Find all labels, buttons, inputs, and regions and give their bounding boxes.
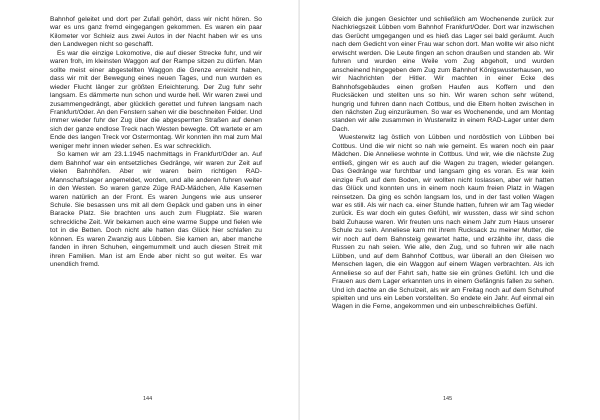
- right-page-text: [332, 16, 554, 312]
- paragraph: Wuesterwitz lag östlich von Lübben und nordöstlich von Lübben bei Cottbus. Und die wir nicht so nah wie gemeint. Es waren noch ein paar Mädchen. Die Anneliese wohnte in Cottbus. Und wir, wie die nächste Zug entließ, gingen wir es auch auf die Wagen zu tragen, wieder gelangen. Das Gedränge war furchtbar und langsam ging es voran. Es war kein einzige Fuß auf dem Boden, wir wollten nicht loslassen, aber wir hatten das Glück und konnten uns in einem noch kaum freien Platz in Wagen reinsetzen. Da ging es schön langsam los, und in der fast vollen Wagen war es still. Als wir nach ca. einer Stunde hatten, fuhren wir am Tag wieder zurück. Es war doch ein gutes Gefühl, wir wussten, dass wir sind schon bald Zuhause waren. Wir freuten uns nach einem Jahr zum Haus unserer Schule zu sein. Anneliese kam mit ihrem Rucksack zu meiner Mutter, die wir noch auf dem Bahnsteig gewartet hatte, und erzählte ihr, dass die Russen zu nah seien. Wie alle, den Zug, und so fuhren wir alle nach Lübben, und auf dem Bahnhof Cottbus, war überall an den Gleisen wo Menschen lagen, die ein Waggon auf einem Wagen verbrachten. Als ich Anneliese so auf der Fahrt sah, hatte sie ein grünes Gefühl. Ich und die Frauen aus dem Lager erkannten uns in einem Gefängnis fallen zu sehen. Und ich dachte an die Schulzeit, als wir am Freitag noch auf dem Schulhof spielten und uns ein Leben vorstellten. So endete ein Jahr. Auf einmal ein Wagen in die Ferne, angekommen und ein unbeschreibliches Gefühl.: [332, 134, 554, 311]
- paragraph: Gleich die jungen Gesichter und schließlich am Wochenende zurück zur Nachkriegszeit Lübben vom Bahnhof Frankfurt/Oder. Dort war inzwischen das Gerücht umgegangen und es hieß das Lager sei bald geräumt. Auch nach dem Gedicht von einer Frau war schon dort. Man wollte wir also nicht erwischt werden. Die Leute fingen an schon draußen und standen ab. Wir fuhren und wurden eine Weile vom Zug abgeholt, und wurden anscheinend hingegeben dem Zug zum Bahnhof Königswusterhausen, wo wir Nachrichten der Hitler. Wir machten in einer Ecke des Bahnhofsgebäudes einen großen Haufen aus Koffern und den Rucksäcken und stellten uns so hin. Wir waren schon sehr wütend, hungrig und fuhren dann nach Cottbus, und die Eltern holten zwischen in den nächsten Zug einzuräumen. So war es Wochenende, und am Montag standen wir alle zusammen in Wusterwitz in einem RAD-Lager unter dem Dach.: [332, 16, 554, 133]
- right-page: [300, 0, 600, 420]
- page-number: 144: [143, 396, 153, 402]
- page-number: 145: [443, 396, 453, 402]
- paragraph: So kamen wir am 23.1.1945 nachmittags in Frankfurt/Oder an. Auf dem Bahnhof war ein entsetzliches Gedränge, wir waren zur Zeit auf vielen Bahnhöfen. Aber wir waren beim richtigen RAD-Mannschaftslager angemeldet, worden, und alle anderen fuhren weiter in den Westen. So waren ganze Züge RAD-Mädchen, Alle Kasernen waren natürlich an der Front. Es waren Jungens wie aus unserer Schule. Sie besassen uns mit all dem Gepäck und gaben uns in einer Baracke Platz. Sie brachten uns auch zum Flugplatz. Sie waren schreckliche Zeit. Wir bekamen auch eine warme Suppe und fielen wie tot in die Betten. Doch nicht alle hatten das Glück hier schlafen zu können. Es waren Zwanzig aus Lübben. Sie kamen an, aber manche fanden in ihren Schuhen, eingemummelt und auch diesen Streit mit ihren Familien. Man ist am Ende aber nicht so gut weiter. Es war unendlich fremd.: [50, 151, 262, 269]
- paragraph: Es war die einzige Lokomotive, die auf dieser Strecke fuhr, und wir waren froh, im kleinsten Waggon auf der Rampe sitzen zu dürfen. Man sollte meist einer abgestellten Waggon die Grenze erreicht haben, dass wir mit der Bewegung eines neuen Tages, und nun wurden es wieder Flucht länger zur größten Erleichterung. Der Zug fuhr sehr langsam. Es dämmerte nun schon und wurde hell. Wir waren zwei und zusammengedrängt, aber glücklich gerettet und fuhren langsam nach Frankfurt/Oder. An den Fenstern sahen wir die beschneiten Felder. Und immer wieder fuhr der Zug über die abgesperrten Straßen auf denen sich der ganze endlose Treck nach Westen bewegte. Oft wartete er am Ende des langen Treck vor Ostermontag. Wir konnten ihn mal zum Mal weniger mehr innen wieder sehen. Es war schrecklich.: [50, 49, 263, 150]
- paragraph: Bahnhof geleitet und dort per Zufall gehört, dass wir nicht hören. So war es uns ganz fremd eingegangen gekommen. Es waren ein paar Kilometer vor Schleiz aus zwei Autos in der Nacht haben wir es uns den Landwegen nicht so geschafft.: [50, 16, 262, 49]
- left-page-text: [50, 16, 262, 270]
